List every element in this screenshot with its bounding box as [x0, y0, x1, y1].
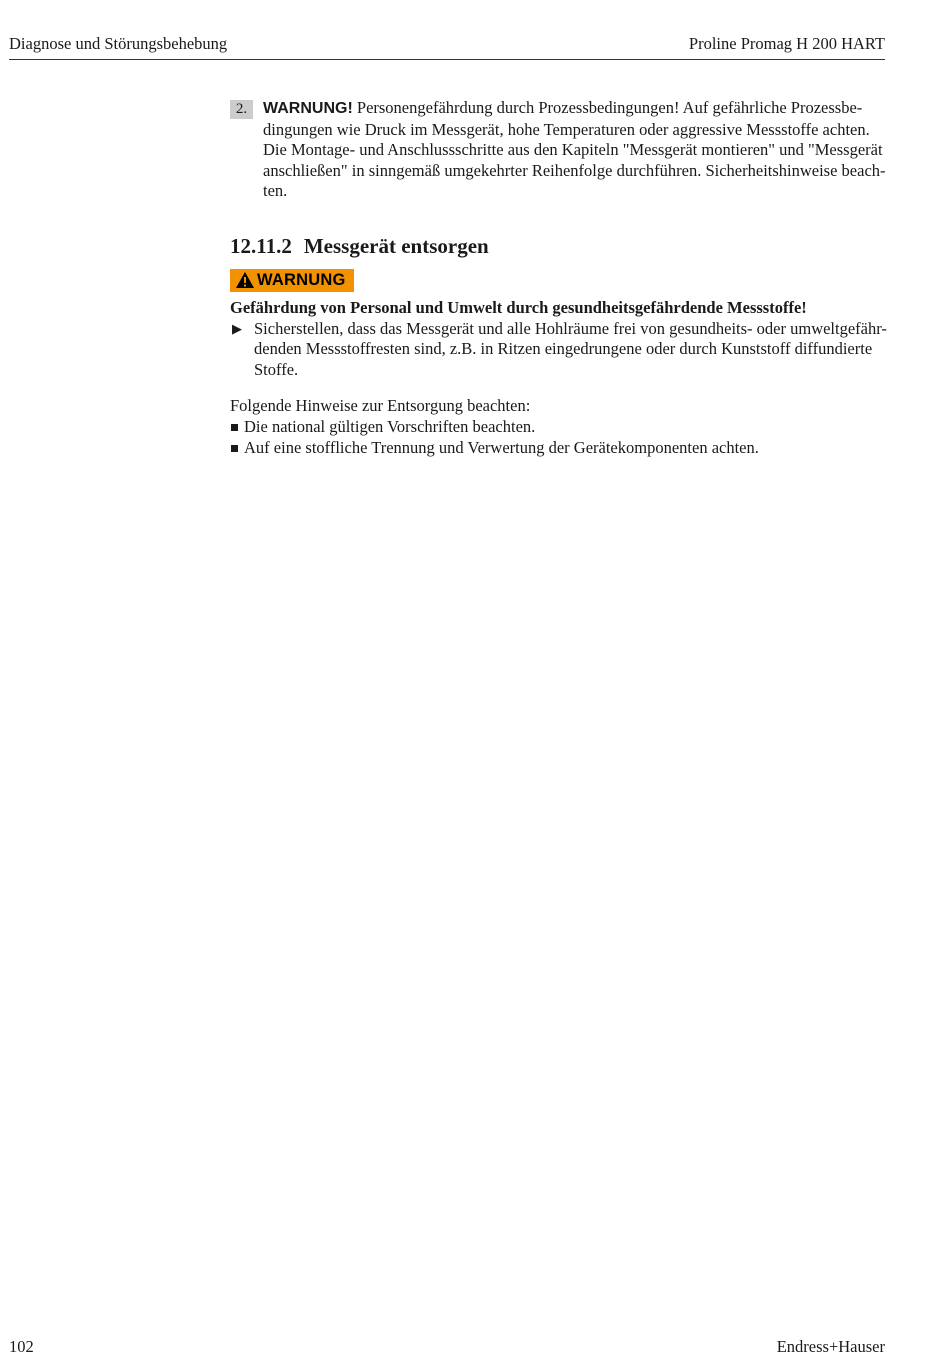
step-text-line — [263, 98, 886, 120]
list-item — [230, 438, 886, 459]
step-line-2: dingungen wie Druck im Messgerät, hohe Temperaturen oder aggressive Messstoffe achten. — [263, 119, 870, 139]
header-product-name: Proline Promag H 200 HART — [688, 34, 885, 53]
disposal-intro: Folgende Hinweise zur Entsorgung beachten: — [230, 396, 531, 416]
section-heading — [230, 233, 886, 259]
list-item — [230, 417, 886, 438]
page-content — [230, 98, 886, 458]
step-line-5: ten. — [263, 181, 288, 201]
header-chapter-title: Diagnose und Störungsbehebung — [9, 34, 228, 53]
brand-name: Endress+Hauser — [776, 1337, 885, 1356]
disposal-item-2: Auf eine stoffliche Trennung und Verwertung der Gerätekomponenten achten. — [244, 437, 759, 457]
hazard-action-line-3: Stoffe. — [254, 359, 299, 379]
section-title: Messgerät entsorgen — [303, 233, 489, 258]
warning-triangle-icon — [235, 271, 255, 289]
step-warning-word: WARNUNG! — [263, 100, 353, 117]
warning-badge — [230, 269, 354, 292]
step-line-4: anschließen" in sinngemäß umgekehrter Reihenfolge durchführen. Sicherheitshinweise beach- — [263, 160, 886, 180]
hazard-action-line-2: denden Messstoffresten sind, z.B. in Ritzen eingedrungene oder durch Kunststoff diffundierte — [254, 339, 873, 359]
action-arrow-icon: ▶ — [232, 320, 242, 336]
hazard-title: Gefährdung von Personal und Umwelt durch gesundheitsgefährdende Messstoffe! — [230, 298, 807, 318]
warning-badge-label: WARNUNG — [257, 271, 346, 290]
bullet-square-icon — [231, 424, 238, 431]
step-line-1: Personengefährdung durch Prozessbedingungen! Auf gefährliche Prozessbe- — [352, 98, 863, 117]
hazard-action — [230, 319, 886, 381]
disposal-item-1: Die national gültigen Vorschriften beachten. — [244, 417, 536, 437]
section-number: 12.11.2 — [230, 233, 292, 258]
step-line-3: Die Montage- und Anschlussschritte aus den Kapiteln "Messgerät montieren" und "Messgerät — [263, 140, 883, 160]
bullet-square-icon — [231, 445, 238, 452]
page-number: 102 — [9, 1337, 34, 1356]
page-header — [9, 31, 885, 60]
hazard-action-line-1: Sicherstellen, dass das Messgerät und alle Hohlräume frei von gesundheits- oder umweltgefähr- — [254, 318, 887, 338]
step-number: 2. — [230, 100, 253, 119]
procedure-step — [230, 98, 886, 202]
